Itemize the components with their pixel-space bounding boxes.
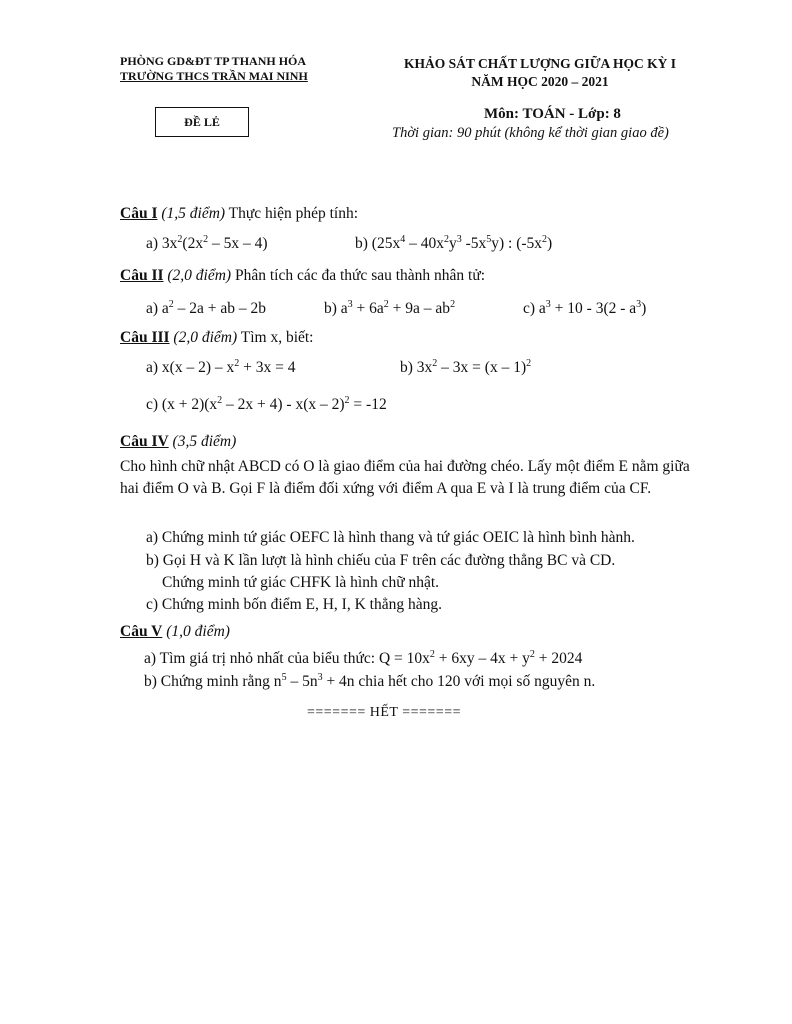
question-4-label: Câu IV [120,433,169,450]
question-3-label: Câu III [120,329,170,346]
question-1-part-b: b) ($25x^4 - 40x^2y^3$ $-5x^5y$) : $(-5x^2)$ [355,234,553,252]
question-2-part-c: c) $a^3 + 10 - 3(2 - a^3)$ [523,299,647,317]
question-2-label: Câu II [120,267,164,284]
question-4-part-a: a) Chứng minh tứ giác OEFC là hình thang và tứ giác OEIC là hình bình hành. [146,529,635,546]
school-name: TRƯỜNG THCS TRẦN MAI NINH [120,69,308,83]
question-3-prompt: Tìm x, biết: [240,329,314,346]
exam-code: ĐỀ LẺ [184,114,220,129]
department-header [120,54,308,84]
question-4-heading [120,432,236,452]
question-4-part-c: c) Chứng minh bốn điểm E, H, I, K thẳng hàng. [146,596,442,613]
question-5-part-a: a) Tìm giá trị nhỏ nhất của biểu thức: $Q = 10x^2 + 6xy - 4x + y^2 + 2024$ [144,649,583,667]
question-5-heading [120,622,230,642]
question-1-points: (1,5 điểm) [161,205,226,222]
question-1-part-a: a) $3x^2(2x^2 - 5x - 4)$ [146,234,268,252]
question-2-heading [120,266,485,286]
question-3-heading [120,328,314,348]
question-2-part-b: b) $a^3 + 6a^2 + 9a - ab^2$ [324,299,456,317]
exam-title [380,55,700,91]
exam-code-box [155,107,249,137]
question-3-part-b: b) $3x^2 - 3x = (x - 1)^2$ [400,358,532,376]
subject-line: Môn: TOÁN - Lớp: 8 [484,106,621,122]
question-4-points: (3,5 điểm) [172,433,237,450]
question-5-part-b: b) Chứng minh rằng $n^5 - 5n^3 + 4n$ chia hết cho 120 với mọi số nguyên n. [144,672,596,690]
question-1-label: Câu I [120,205,158,222]
question-3-part-c: c) $(x + 2)(x^2 - 2x + 4) - x(x - 2)^2 = -12$ [146,395,387,413]
exam-title-line1: KHẢO SÁT CHẤT LƯỢNG GIỮA HỌC KỲ I [404,56,676,71]
question-5-label: Câu V [120,623,163,640]
exam-title-line2: NĂM HỌC 2020 – 2021 [471,74,609,89]
question-3-part-a: a) $x(x - 2) - x^2 + 3x = 4$ [146,358,296,376]
question-4-part-b-line1: b) Gọi H và K lần lượt là hình chiếu của F trên các đường thẳng BC và CD. [146,552,616,569]
department-name: PHÒNG GD&ĐT TP THANH HÓA [120,54,307,68]
question-2-points: (2,0 điểm) [167,267,232,284]
question-3-points: (2,0 điểm) [173,329,238,346]
question-2-part-a: a) $a^2 - 2a$ + ab – 2b [146,299,267,317]
question-1-heading [120,204,358,224]
question-4-paragraph: Cho hình chữ nhật ABCD có O là giao điểm của hai đường chéo. Lấy một điểm E nằm giữa hai điểm O và B. Gọi F là điểm đối xứng với điểm A qua E và I là trung điểm của CF. [120,458,690,497]
time-line: Thời gian: 90 phút (không kể thời gian giao đề) [392,125,669,141]
question-2-prompt: Phân tích các đa thức sau thành nhân tử: [234,267,486,284]
question-1-prompt: Thực hiện phép tính: [228,205,359,222]
question-5-points: (1,0 điểm) [166,623,230,640]
question-4-part-b-line2: Chứng minh tứ giác CHFK là hình chữ nhật. [162,574,440,591]
end-marker: ======= HẾT ======= [307,705,461,720]
